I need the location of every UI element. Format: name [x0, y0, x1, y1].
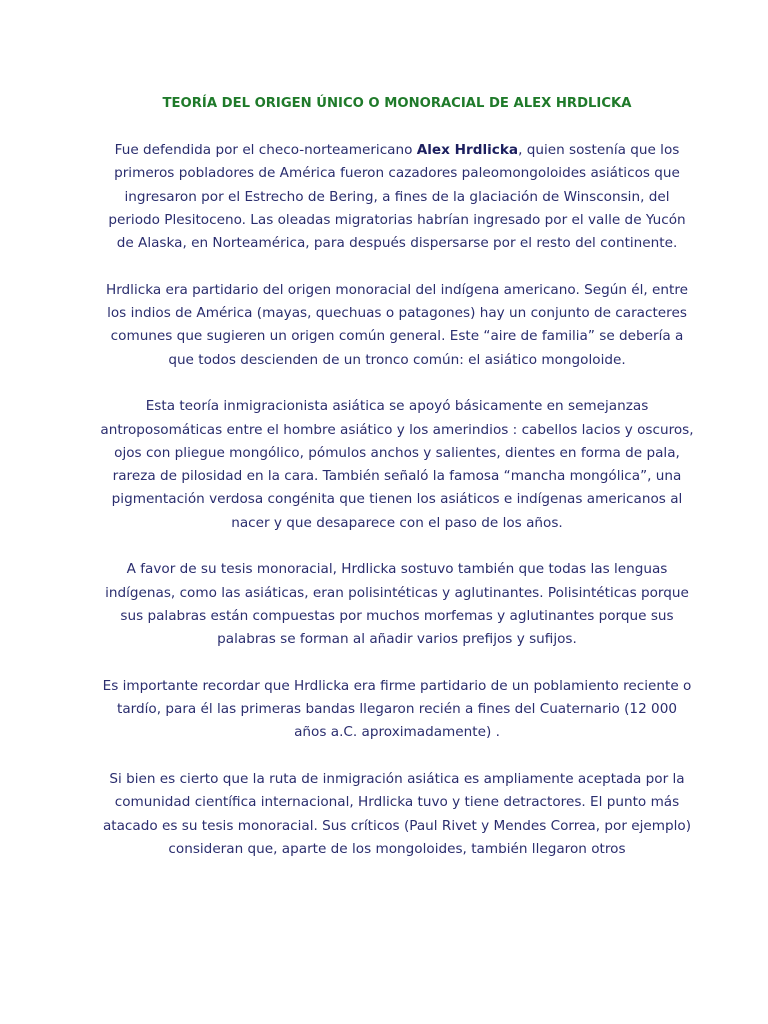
paragraph-3: Esta teoría inmigracionista asiática se apoyó básicamente en semejanzas antroposomáticas entre el hombre asiático y los amerindios : cabellos lacios y oscuros, ojos con pliegue mongólico, pómulos anchos y salientes, dientes en forma de pala, rareza de pilosidad en la cara. También señaló la famosa “mancha mongólica”, una pigmentación verdosa congénita que tienen los asiáticos e indígenas americanos al nacer y que desaparece con el paso de los años. [100, 398, 694, 531]
author-name: Alex Hrdlicka [416, 142, 519, 158]
paragraph-2: Hrdlicka era partidario del origen monoracial del indígena americano. Según él, entre los indios de América (mayas, quechuas o patagones) hay un conjunto de caracteres comunes que sugieren un origen común general. Este “aire de familia” se debería a que todos descienden de un tronco común: el asiático mongoloide. [105, 281, 689, 368]
paragraph-4: A favor de su tesis monoracial, Hrdlicka sostuvo también que todas las lenguas indígenas, como las asiáticas, eran polisintéticas y aglutinantes. Polisintéticas porque sus palabras están compuestas por muchos morfemas y aglutinantes porque sus palabras se forman al añadir varios prefijos y sufijos. [105, 561, 689, 648]
document-title: TEORÍA DEL ORIGEN ÚNICO O MONORACIAL DE ALEX HRDLICKA [162, 96, 632, 111]
paragraph-1-rest: , quien sostenía que los primeros pobladores de América fueron cazadores paleomongoloides asiáticos que ingresaron por el Estrecho de Bering, a fines de la glaciación de Winsconsin, del periodo Plesitoceno. Las oleadas migratorias habrían ingresado por el valle de Yucón de Alaska, en Norteamérica, para después dispersarse por el resto del continente. [108, 142, 686, 252]
paragraph-5: Es importante recordar que Hrdlicka era firme partidario de un poblamiento reciente o tardío, para él las primeras bandas llegaron recién a fines del Cuaternario (12 000 años a.C. aproximadamente) . [102, 677, 692, 741]
paragraph-6: Si bien es cierto que la ruta de inmigración asiática es ampliamente aceptada por la comunidad científica internacional, Hrdlicka tuvo y tiene detractores. El punto más atacado es su tesis monoracial. Sus críticos (Paul Rivet y Mendes Correa, por ejemplo) consideran que, aparte de los mongoloides, también llegaron otros [102, 771, 692, 857]
document-page [100, 92, 694, 885]
paragraph-1 [100, 139, 694, 255]
paragraph-1-intro: Fue defendida por el checo-norteamericano [114, 142, 417, 158]
